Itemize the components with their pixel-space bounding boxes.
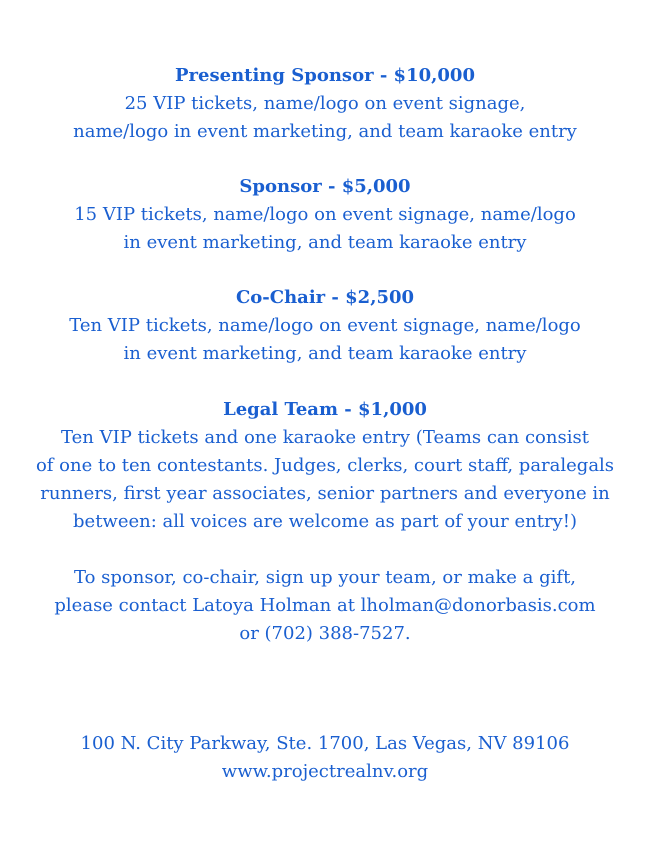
contact-line: or (702) 388-7527.	[239, 623, 411, 644]
footer-address: 100 N. City Parkway, Ste. 1700, Las Vegas, NV 89106	[80, 733, 570, 754]
contact-line: please contact Latoya Holman at lholman@donorbasis.com	[54, 595, 596, 616]
contact-line: To sponsor, co-chair, sign up your team, or make a gift,	[73, 567, 577, 588]
tier-description-line: Ten VIP tickets and one karaoke entry (Teams can consist	[61, 427, 589, 448]
contact-info	[0, 564, 650, 648]
footer	[0, 730, 650, 786]
tier-co-chair	[0, 284, 650, 368]
footer-website-link[interactable]: www.projectrealnv.org	[221, 761, 429, 782]
tier-description-line: 15 VIP tickets, name/logo on event signage, name/logo	[74, 204, 576, 225]
tier-sponsor	[0, 173, 650, 257]
tier-presenting-sponsor	[0, 62, 650, 146]
tier-description-line: name/logo in event marketing, and team karaoke entry	[73, 121, 577, 142]
tier-description-line: Ten VIP tickets, name/logo on event signage, name/logo	[69, 315, 581, 336]
tier-description-line: in event marketing, and team karaoke entry	[123, 232, 527, 253]
tier-description-line: runners, first year associates, senior partners and everyone in	[40, 483, 610, 504]
tier-heading: Legal Team - $1,000	[223, 399, 427, 420]
tier-legal-team	[0, 396, 650, 536]
tier-description-line: in event marketing, and team karaoke entry	[123, 343, 527, 364]
tier-heading: Co-Chair - $2,500	[235, 287, 415, 308]
tier-description-line: of one to ten contestants. Judges, clerks, court staff, paralegals	[35, 455, 615, 476]
tier-description-line: between: all voices are welcome as part of your entry!)	[73, 511, 577, 532]
tier-heading: Presenting Sponsor - $10,000	[175, 65, 475, 86]
tier-description-line: 25 VIP tickets, name/logo on event signage,	[124, 93, 526, 114]
tier-heading: Sponsor - $5,000	[239, 176, 411, 197]
